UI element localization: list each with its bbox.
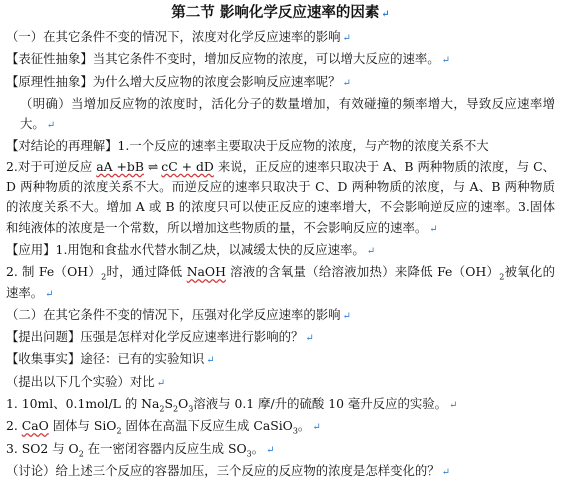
return-mark-icon: ↵ bbox=[342, 310, 351, 322]
principle-abstraction: 【原理性抽象】为什么增大反应物的浓度会影响反应速率呢？ ↵ bbox=[6, 73, 351, 89]
experiments-intro: （提出以下几个实验）对比 ↵ bbox=[6, 373, 166, 389]
return-mark-icon: ↵ bbox=[429, 223, 438, 235]
return-mark-icon: ↵ bbox=[312, 422, 321, 434]
naoh-term: NaOH bbox=[186, 264, 226, 280]
application-2: 2. 制 $Fe(OH)_2$时，通过降低 NaOH 溶液的含氧量（给溶液加热）来降低 $Fe(OH)_2$被氧化的速率。 ↵ bbox=[6, 264, 555, 300]
section-2-heading: （二）在其它条件不变的情况下，压强对化学反应速率的影响 ↵ bbox=[6, 306, 351, 322]
equation-left: aA +bB bbox=[96, 158, 144, 174]
return-mark-icon: ↵ bbox=[206, 355, 215, 367]
section-1-heading: （一）在其它条件不变的情况下，浓度对化学反应速率的影响 ↵ bbox=[6, 29, 351, 44]
return-mark-icon: ↵ bbox=[156, 377, 166, 389]
explanation-paragraph: （明确）当增加反应物的浓度时，活化分子的数量增加，有效碰撞的频率增大，导致反应速率增大。 ↵ bbox=[20, 95, 555, 132]
page-title: 第二节 影响化学反应速率的因素 ↵ bbox=[171, 4, 390, 21]
equation-right: cC + dD bbox=[161, 158, 214, 174]
experiment-3: 3. SO2 与 $O_2$ 在一密闭容器内反应生成 $SO_3$。 ↵ bbox=[6, 440, 275, 459]
return-mark-icon: ↵ bbox=[381, 9, 390, 20]
collect-facts: 【收集事实】途径：已有的实验知识 ↵ bbox=[6, 351, 215, 367]
reflection-paragraph: 【对结论的再理解】1.一个反应的速率主要取决于反应物的浓度，与产物的浓度关系不大 2.对于可逆反应 aA +bB ⇌ cC + dD 来说，正反应的速率只取决于 A、B 两种物质的浓度，与 C、D 两种物质的浓度关系不大。而逆反应的速率只取决于 C、D 两种物质的浓度，与 A、B 两种物质的浓度关系不大。增加 A 或 B 的浓度只可以使正反应的速率增大，不会影响逆反应的速率。3.固体和纯液体的浓度是一个常数，所以增加这些物质的量，不会影响反应的速率。 ↵ bbox=[6, 138, 555, 235]
return-mark-icon: ↵ bbox=[366, 245, 376, 257]
return-mark-icon: ↵ bbox=[342, 33, 351, 44]
return-mark-icon: ↵ bbox=[305, 333, 314, 345]
return-mark-icon: ↵ bbox=[266, 444, 275, 456]
return-mark-icon: ↵ bbox=[441, 466, 451, 478]
return-mark-icon: ↵ bbox=[342, 77, 351, 89]
experiment-2: 2. CaO 固体与 SiO$_2$ 固体在高温下反应生成 CaSiO$_3$。 ↵ bbox=[6, 418, 321, 436]
cao-term: CaO bbox=[21, 418, 49, 434]
experiment-1: 1. 10ml、0.1mol/L 的 $Na_2S_2O_3$溶液与 0.1 摩/升的硫酸 10 毫升反应的实验。 ↵ bbox=[6, 396, 458, 414]
feature-abstraction: 【表征性抽象】当其它条件不变时，增加反应物的浓度，可以增大反应的速率。 ↵ bbox=[6, 51, 451, 67]
return-mark-icon: ↵ bbox=[449, 400, 458, 412]
question: 【提出问题】压强是怎样对化学反应速率进行影响的？ ↵ bbox=[6, 329, 314, 345]
discussion: （讨论）给上述三个反应的容器加压，三个反应的反应物的浓度是怎样变化的？ ↵ bbox=[6, 462, 451, 478]
return-mark-icon: ↵ bbox=[441, 55, 451, 67]
equilibrium-arrow-icon: ⇌ bbox=[147, 158, 158, 174]
return-mark-icon: ↵ bbox=[45, 288, 54, 300]
application-1: 【应用】1.用饱和食盐水代替水制乙炔，以减缓太快的反应速率。 ↵ bbox=[6, 241, 376, 257]
return-mark-icon: ↵ bbox=[46, 120, 56, 132]
